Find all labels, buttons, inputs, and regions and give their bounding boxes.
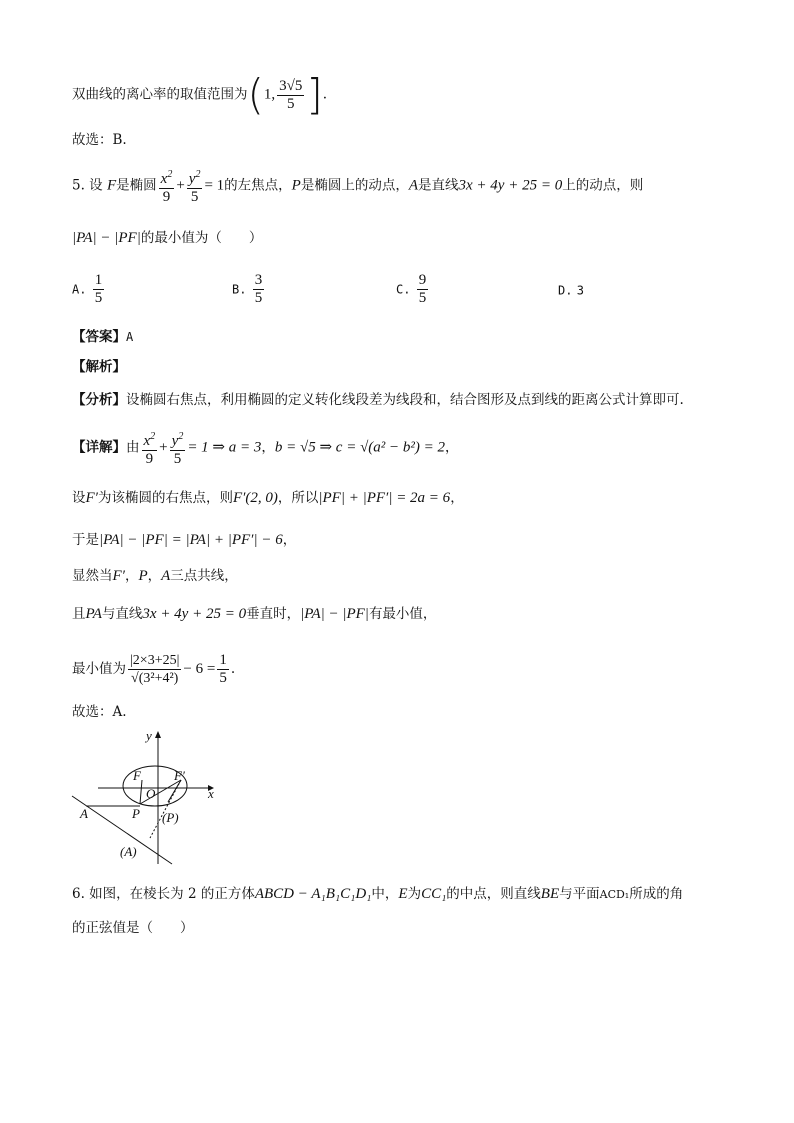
previous-answer: 故选：B. xyxy=(72,132,127,148)
q5-text-3: 是椭圆上的动点， xyxy=(300,177,409,194)
step5-expr: |PA| − |PF| xyxy=(300,606,369,622)
choice-a-num: 1 xyxy=(94,272,103,288)
label-F: F xyxy=(133,768,141,783)
label-A-paren: (A) xyxy=(120,844,137,859)
q6-text-3: 为 xyxy=(407,886,422,902)
question-6-stem-cont: 的正弦值是（ ） xyxy=(72,920,194,936)
range-frac-num: 3√5 xyxy=(279,77,303,94)
choice-b[interactable] xyxy=(232,272,266,307)
step2-eq: |PF| + |PF′| = 2a = 6 xyxy=(318,490,451,506)
step5-PA: PA xyxy=(85,606,102,622)
q5-text-5: 上的动点，则 xyxy=(562,177,644,194)
choice-c-den: 5 xyxy=(418,290,427,306)
choice-a[interactable] xyxy=(72,272,106,307)
step3-text-1: 于是 xyxy=(72,532,99,548)
choice-b-num: 3 xyxy=(254,272,263,288)
ellipse-diagram xyxy=(68,728,228,868)
q6-cube: ABCD − A₁B₁C₁D₁ xyxy=(254,886,372,902)
q6-text-2: 中， xyxy=(371,886,399,902)
q5-nine: 9 xyxy=(162,189,171,205)
step-5 xyxy=(72,604,436,624)
step4-text-2: ， xyxy=(124,568,139,584)
choice-c[interactable] xyxy=(396,272,430,307)
step6-text-1: 最小值为 xyxy=(72,661,126,677)
choice-b-letter: B. xyxy=(232,282,247,297)
step2-text-3: ，所以 xyxy=(277,490,319,506)
step2-Fprime: F′ xyxy=(85,490,98,506)
step6-minus: − 6 = xyxy=(183,661,216,677)
q5-F: F xyxy=(106,177,117,194)
answer-value: A xyxy=(126,330,134,344)
step-2 xyxy=(72,488,464,508)
step2-coord: F′(2, 0) xyxy=(232,490,278,506)
step6-den: √(3²+4²) xyxy=(131,671,179,686)
range-suffix: . xyxy=(322,86,328,103)
choice-d-letter: D. xyxy=(558,283,573,298)
answer-label: 【答案】 xyxy=(72,329,126,345)
question-5-stem-cont xyxy=(72,228,262,248)
q6-E: E xyxy=(398,886,408,902)
q5-line-equation: 3x + 4y + 25 = 0 xyxy=(458,177,563,194)
step5-text-4: 有最小值， xyxy=(368,606,437,622)
range-prefix: 双曲线的离心率的取值范围为 xyxy=(72,86,248,103)
q6-text-6: 所成的角 xyxy=(629,886,684,902)
label-O: O xyxy=(146,786,156,801)
label-Fprime: F′ xyxy=(174,768,185,783)
q5-A: A xyxy=(408,177,419,194)
answer-q5: 故选：A. xyxy=(72,704,127,720)
step4-text-3: ， xyxy=(147,568,162,584)
choice-b-den: 5 xyxy=(254,290,263,306)
fenxi-text: 设椭圆右焦点，利用椭圆的定义转化线段差为线段和，结合图形及点到线的距离公式计算即可. xyxy=(126,392,684,408)
eccentricity-range-line xyxy=(72,70,328,119)
question-5-stem: 5. 设 F是椭圆 $\frac{x^2}{9}$ + $\frac{y^2}{5}$ = 1的左焦点，P是椭圆上的动点，A是直线3x + 4y + 25 = 0上的动点，则 xyxy=(72,166,643,206)
label-x: x xyxy=(208,786,214,801)
q5-eq-one: = 1 xyxy=(204,177,225,194)
step2-text-1: 设 xyxy=(72,490,86,506)
step5-text-1: 且 xyxy=(72,606,86,622)
label-A: A xyxy=(80,806,88,821)
step4-Fprime: F′ xyxy=(112,568,125,584)
choice-c-letter: C. xyxy=(396,282,411,297)
step5-text-2: 与直线 xyxy=(101,606,143,622)
step5-text-3: 垂直时， xyxy=(246,606,301,622)
detail-comma-2: ， xyxy=(445,439,459,456)
detail-text-1: 由 xyxy=(126,439,140,456)
q5-P: P xyxy=(291,177,301,194)
y-axis-arrow xyxy=(155,731,161,738)
label-P: P xyxy=(132,806,140,821)
q5-x-var: x xyxy=(160,171,168,187)
range-fraction xyxy=(277,78,304,113)
step6-result-den: 5 xyxy=(219,670,227,686)
q5-frac-y: $\frac{y^2}{5}$ xyxy=(187,166,203,206)
q6-plane: ACD₁ xyxy=(599,888,630,901)
right-bracket: ] xyxy=(306,70,323,119)
analysis-title: 【解析】 xyxy=(72,359,126,375)
step6-num: |2×3+25| xyxy=(130,653,180,668)
fenxi-label: 【分析】 xyxy=(72,392,126,408)
q5-text-6: 的最小值为（ ） xyxy=(140,230,263,246)
step6-end: . xyxy=(230,661,236,677)
segment-F-P xyxy=(140,780,142,804)
step4-text-4: 三点共线， xyxy=(170,568,238,584)
question-6-stem xyxy=(72,884,683,905)
step3-eq: |PA| − |PF| = |PA| + |PF′| − 6 xyxy=(99,532,283,548)
step-6 xyxy=(72,652,235,687)
choice-d-value: 3 xyxy=(576,283,584,298)
q5-frac-x: $\frac{x^2}{9}$ xyxy=(159,166,175,206)
step5-line-eq: 3x + 4y + 25 = 0 xyxy=(142,606,247,622)
step4-text-1: 显然当 xyxy=(72,568,113,584)
step2-text-2: 为该椭圆的右焦点，则 xyxy=(97,490,233,506)
q6-BE: BE xyxy=(540,886,560,902)
detail-line: 【详解】由 $\frac{x^2}{9}$ + $\frac{y^2}{5}$ = 1 ⇒ a = 3，b = √5 ⇒ c = √(a² − b²) = 2， xyxy=(72,428,459,468)
q6-text-1: 6. 如图，在棱长为 2 的正方体 xyxy=(72,886,255,902)
detail-comma-1: ， xyxy=(261,439,275,456)
label-y: y xyxy=(146,728,152,743)
fenxi-line xyxy=(72,390,684,410)
q5-five: 5 xyxy=(190,189,199,205)
step4-P: P xyxy=(138,568,148,584)
range-one: 1, xyxy=(263,86,276,103)
step6-result-num: 1 xyxy=(219,652,227,668)
q5-y-var: y xyxy=(188,171,196,187)
choice-a-den: 5 xyxy=(94,290,103,306)
q5-text-4: 是直线 xyxy=(418,177,459,194)
step3-text-2: ， xyxy=(282,532,297,548)
q5-expression: |PA| − |PF| xyxy=(72,230,141,246)
q6-CC1: CC₁ xyxy=(421,886,447,902)
answer-line xyxy=(72,327,133,347)
detail-b-c-values: b = √5 ⇒ c = √(a² − b²) = 2 xyxy=(274,439,446,456)
choice-d[interactable] xyxy=(558,282,584,298)
q5-number: 5. 设 xyxy=(72,177,103,194)
step2-text-4: ， xyxy=(450,490,464,506)
choice-c-num: 9 xyxy=(418,272,427,288)
choice-a-letter: A. xyxy=(72,282,87,297)
step-4 xyxy=(72,566,238,586)
detail-a-value: = 1 ⇒ a = 3 xyxy=(187,439,262,456)
q6-text-5: 与平面 xyxy=(559,886,600,902)
q5-text-2: 的左焦点， xyxy=(224,177,292,194)
step-3 xyxy=(72,530,296,550)
step4-A: A xyxy=(161,568,171,584)
detail-label: 【详解】 xyxy=(72,439,126,456)
q6-text-4: 的中点，则直线 xyxy=(446,886,541,902)
range-frac-den: 5 xyxy=(287,95,295,112)
label-P-paren: (P) xyxy=(162,810,179,825)
q5-text-1: 是椭圆 xyxy=(116,177,157,194)
left-paren: ( xyxy=(247,70,264,119)
